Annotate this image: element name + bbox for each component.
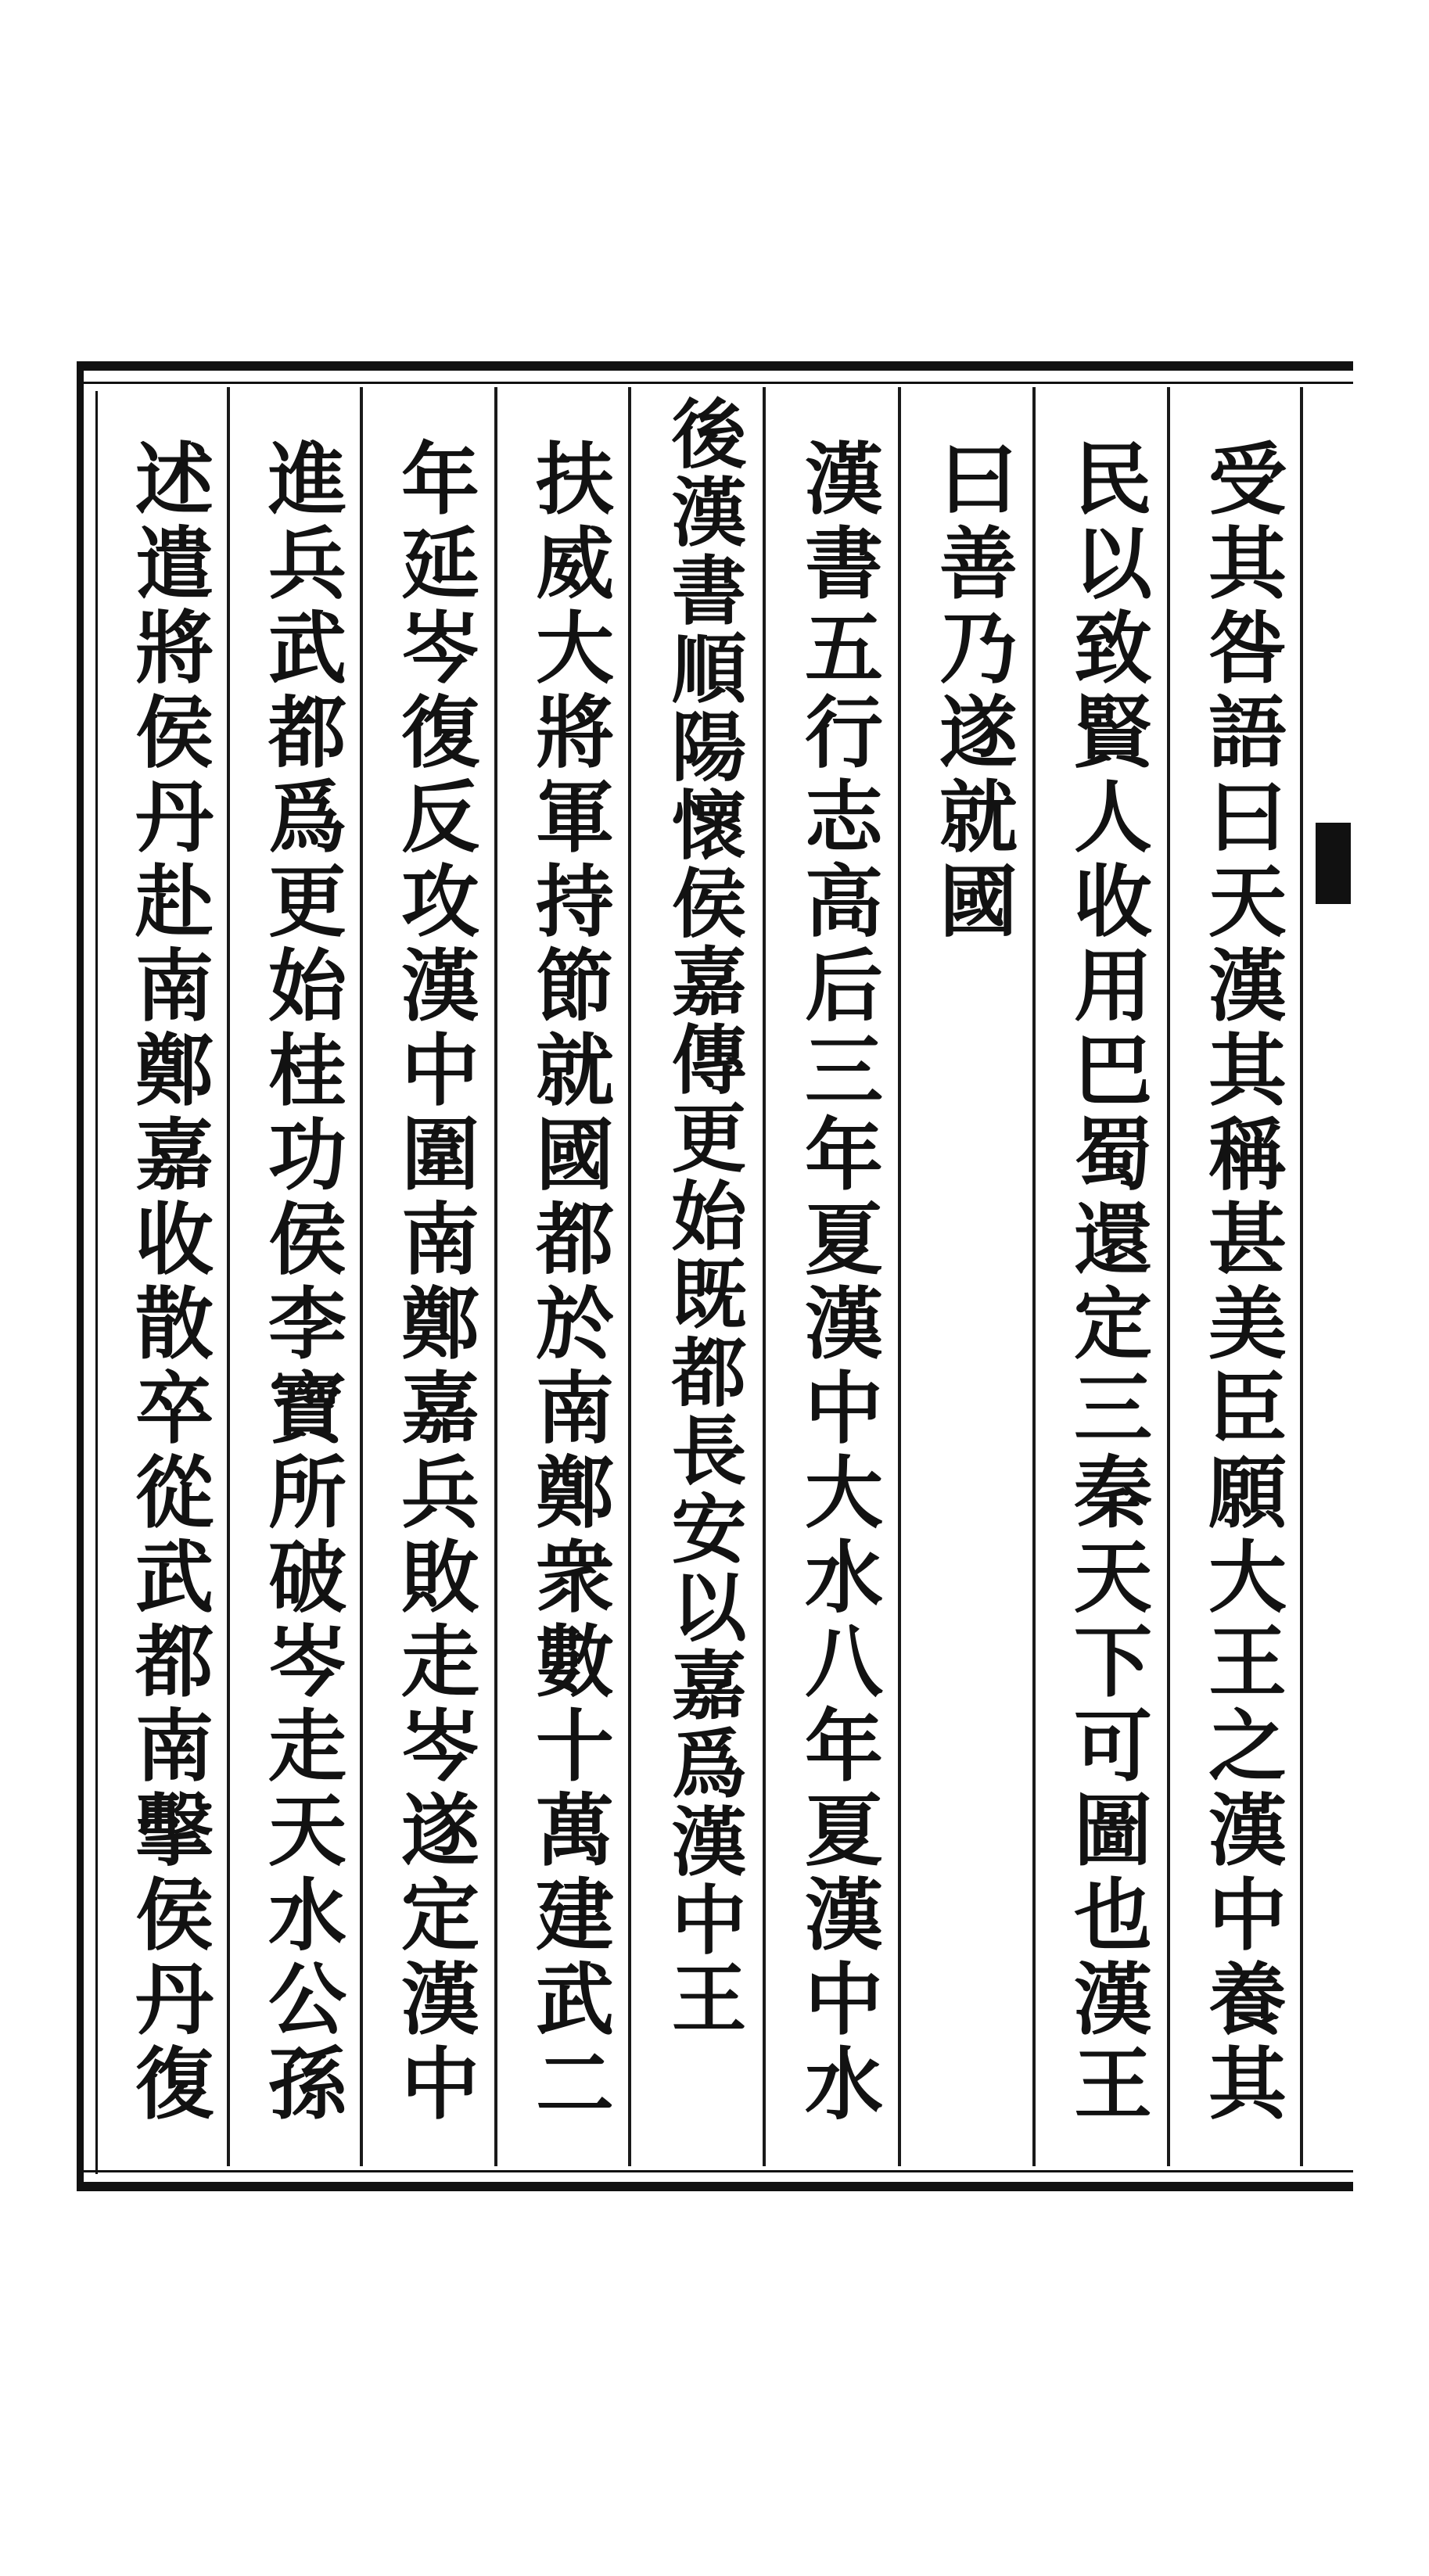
column-rule: [1300, 387, 1303, 2166]
text-column-7: 年延岑復反攻漢中圍南鄭嘉兵敗走岑遂定漢中: [388, 438, 480, 2127]
column-rule: [763, 387, 766, 2166]
text-column-2: 民以致賢人收用巴蜀還定三秦天下可圖也漢王: [1061, 438, 1153, 2127]
text-column-3: 曰善乃遂就國: [926, 438, 1018, 945]
column-rule: [1167, 387, 1170, 2166]
text-column-5: 後漢書順陽懷侯嘉傳更始既都長安以嘉爲漢中王: [659, 395, 748, 2037]
column-rule: [227, 387, 230, 2166]
text-column-8: 進兵武都爲更始桂功侯李寶所破岑走天水公孫: [255, 438, 347, 2127]
column-rule: [360, 387, 363, 2166]
text-column-4: 漢書五行志高后三年夏漢中大水八年夏漢中水: [792, 438, 884, 2127]
column-rule: [628, 387, 631, 2166]
column-rule: [494, 387, 497, 2166]
text-column-6: 扶威大將軍持節就國都於南鄭衆數十萬建武二: [522, 438, 615, 2127]
text-column-9: 述遣將侯丹赴南鄭嘉收散卒從武都南擊侯丹復: [122, 438, 214, 2127]
text-column-1: 受其咎語曰天漢其稱甚美臣願大王之漢中養其: [1195, 438, 1287, 2127]
inner-left-rule: [95, 391, 98, 2174]
fishtail-mark: [1316, 823, 1351, 904]
column-rule: [1032, 387, 1036, 2166]
column-rule: [898, 387, 901, 2166]
